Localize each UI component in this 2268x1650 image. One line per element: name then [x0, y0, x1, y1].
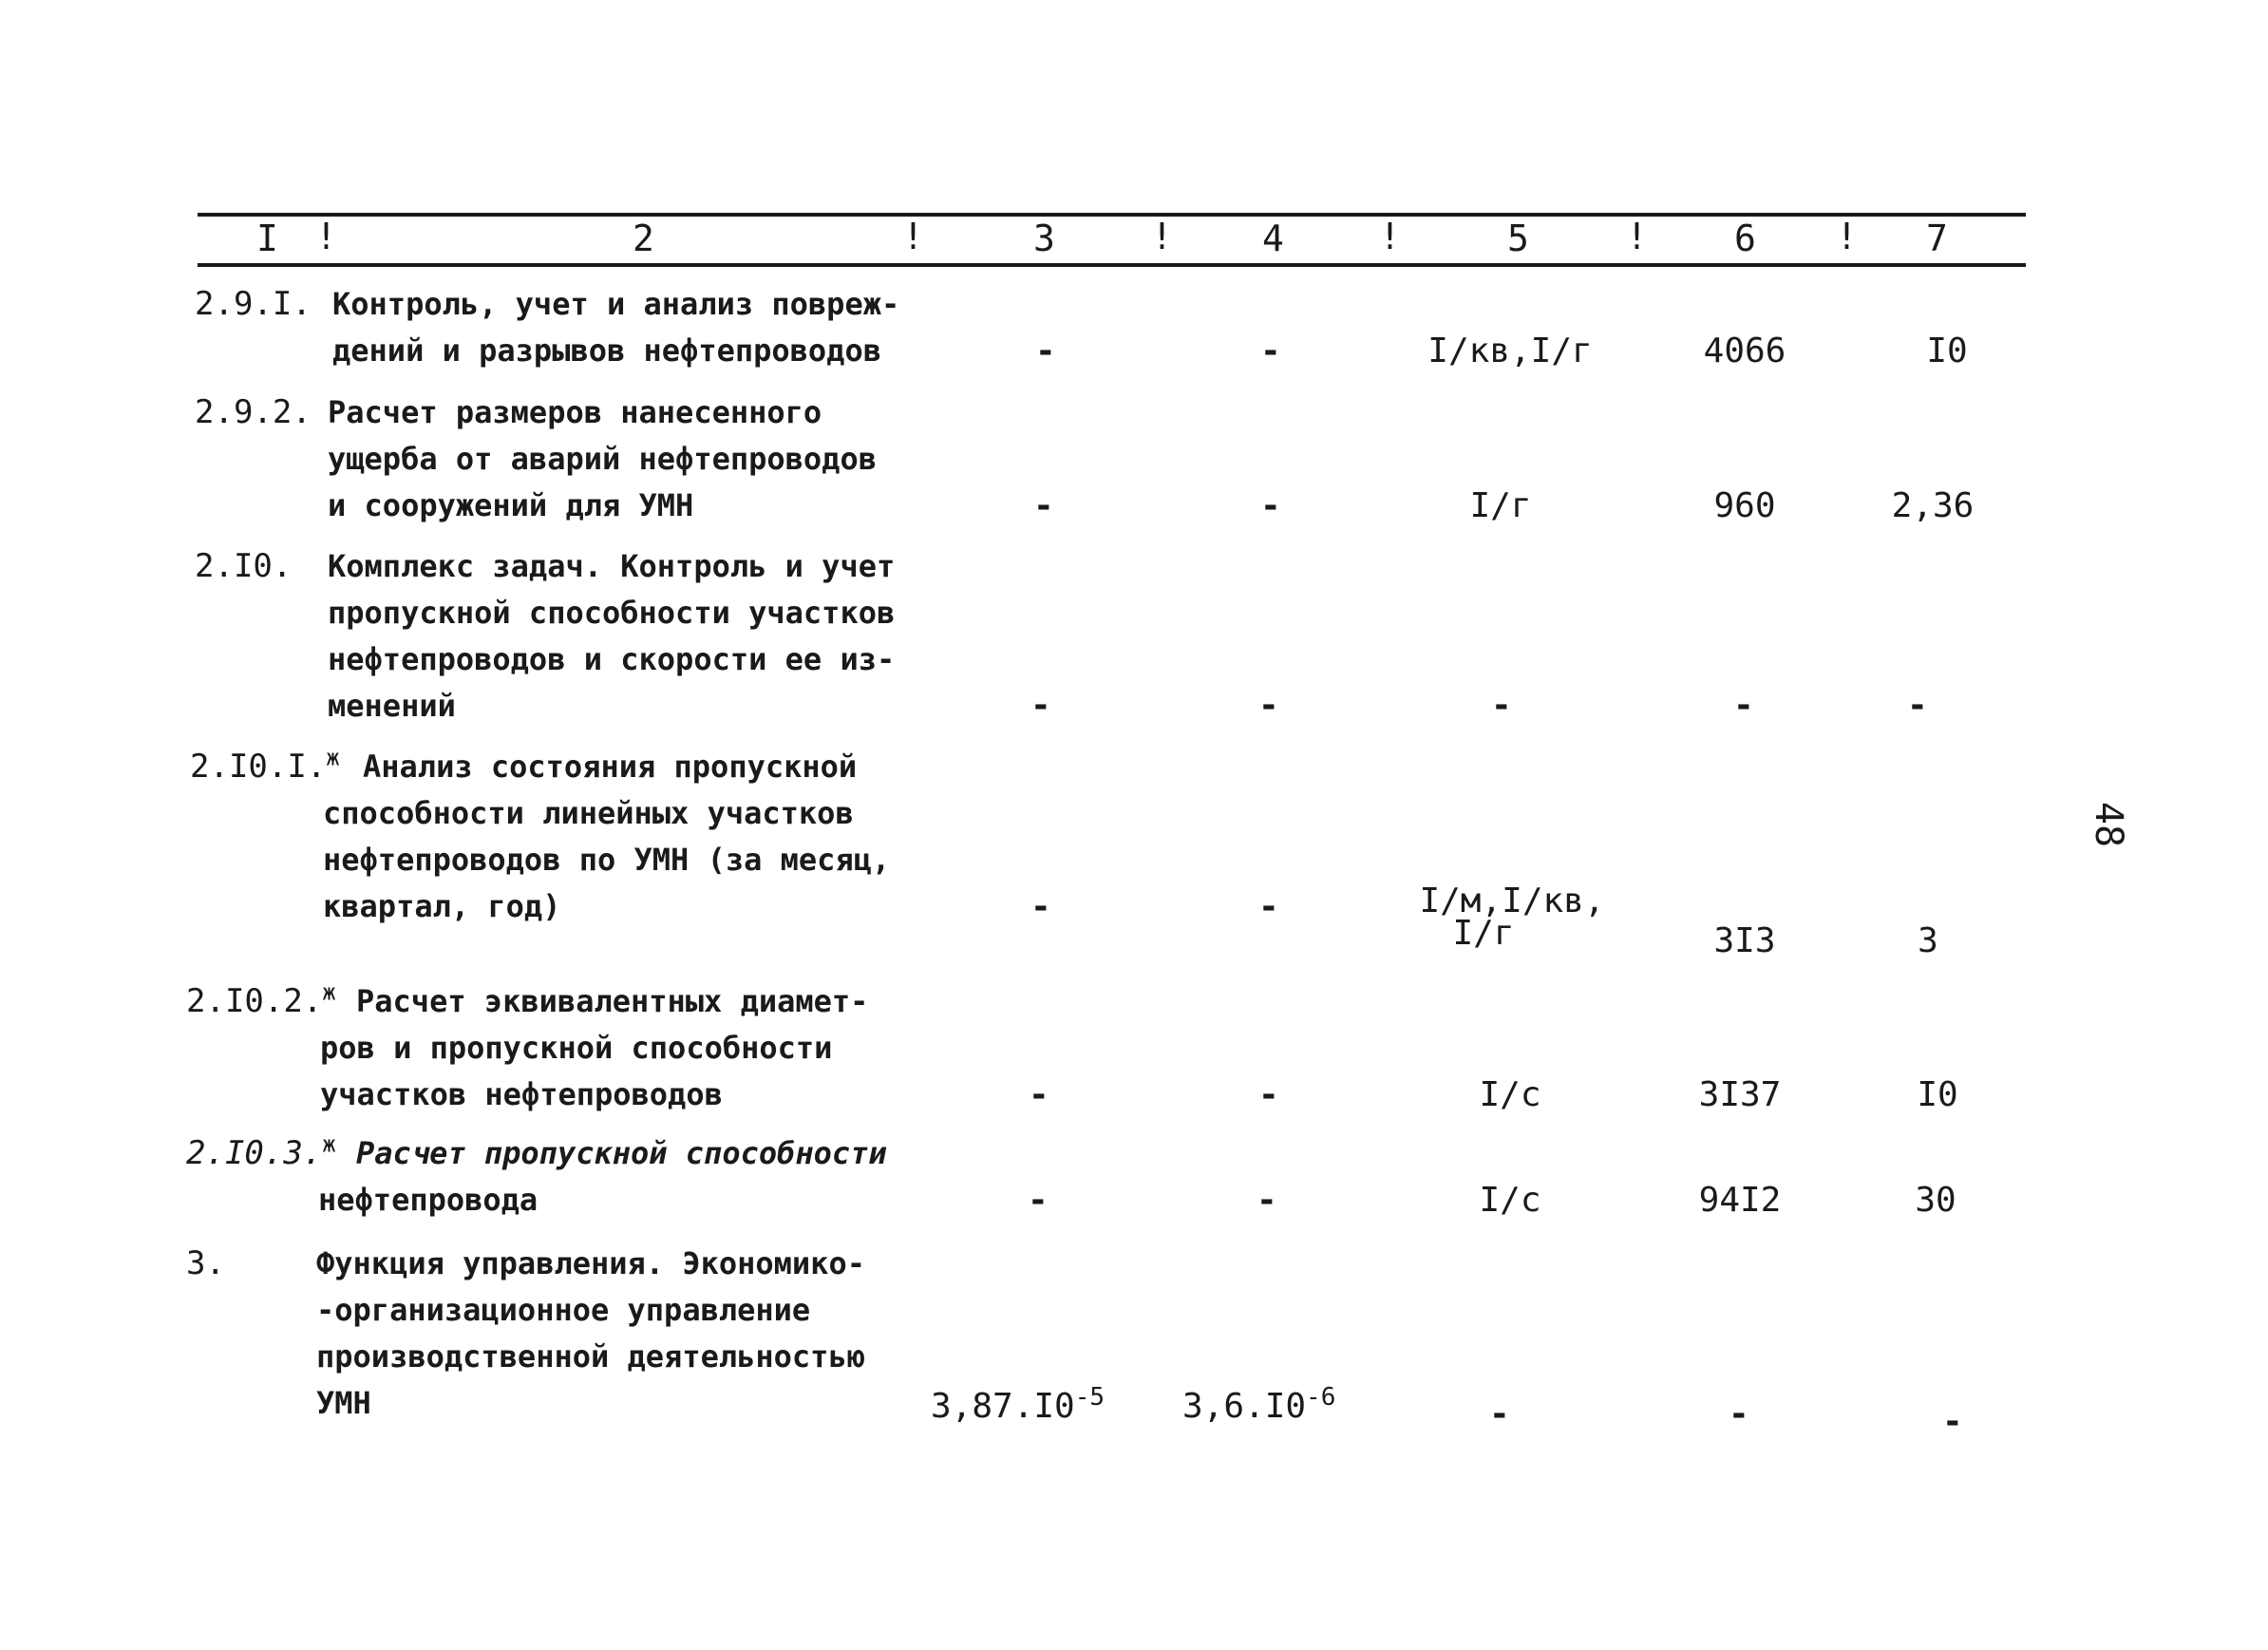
row-description-continued — [320, 1025, 947, 1118]
row-description-continued — [323, 790, 950, 930]
cell-col4 — [1182, 1383, 1335, 1430]
row-number: 2.9.I. — [195, 285, 312, 323]
row-description — [332, 281, 959, 374]
cell-col4-base: 3,6.I0 — [1182, 1387, 1307, 1426]
description-line: и сооружений для УМН — [328, 487, 694, 523]
description-line: участков нефтепроводов — [320, 1076, 723, 1112]
cell-col5-line: I/г — [1452, 914, 1515, 953]
cell-col4: - — [1260, 486, 1281, 525]
row-description — [328, 389, 954, 529]
header-separator: ! — [315, 216, 337, 257]
cell-col6: - — [1729, 1394, 1749, 1433]
row-number: 2.9.2. — [195, 393, 312, 431]
row-number — [190, 744, 340, 790]
header-separator: ! — [902, 216, 924, 257]
cell-col6: 94I2 — [1698, 1181, 1782, 1220]
description-line: Анализ состояния пропускной — [363, 749, 858, 785]
header-col-1: I — [256, 218, 278, 259]
row-description — [356, 978, 926, 1025]
description-line: Функция управления. Экономико- — [316, 1245, 865, 1281]
description-line: способности линейных участков — [323, 795, 854, 831]
table-header-rule — [198, 263, 2026, 267]
description-line: нефтепроводов и скорости ее из- — [328, 641, 896, 677]
header-col-3: 3 — [1033, 218, 1055, 259]
cell-col5: I/г — [1469, 486, 1532, 525]
header-separator: ! — [1379, 216, 1401, 257]
cell-col7: - — [1907, 686, 1928, 725]
description-line: ущерба от аварий нефтепроводов — [328, 441, 877, 477]
description-line: УМН — [316, 1385, 371, 1421]
row-number: 3. — [186, 1244, 225, 1282]
cell-col7: I0 — [1917, 1075, 1958, 1114]
header-col-2: 2 — [633, 218, 654, 259]
cell-col7: I0 — [1926, 332, 1968, 370]
header-col-6: 6 — [1734, 218, 1756, 259]
header-col-4: 4 — [1262, 218, 1284, 259]
header-col-5: 5 — [1507, 218, 1529, 259]
row-number: 2.I0. — [195, 547, 293, 585]
cell-col5: - — [1489, 1394, 1510, 1433]
cell-col3-exponent: -5 — [1074, 1383, 1106, 1412]
row-description — [316, 1241, 943, 1427]
description-line: нефтепроводов по УМН (за месяц, — [323, 842, 891, 878]
cell-col6: 4066 — [1703, 332, 1786, 370]
description-line: Комплекс задач. Контроль и учет — [328, 548, 896, 584]
description-line: Расчет размеров нанесенного — [328, 394, 822, 430]
footnote-mark: ж — [322, 978, 336, 1006]
header-col-7: 7 — [1926, 218, 1948, 259]
description-line: пропускной способности участков — [328, 595, 896, 631]
cell-col4: - — [1257, 1181, 1277, 1220]
header-separator: ! — [1836, 216, 1858, 257]
cell-col3-base: 3,87.I0 — [931, 1387, 1075, 1426]
cell-col4: - — [1258, 887, 1279, 926]
cell-col3: - — [1030, 887, 1051, 926]
row-description — [363, 744, 933, 790]
row-description — [356, 1130, 926, 1177]
description-line: -организационное управление — [316, 1292, 811, 1328]
page-number: 48 — [2087, 801, 2130, 848]
cell-col6: 960 — [1713, 486, 1776, 525]
row-number — [186, 978, 336, 1025]
cell-col5 — [1417, 882, 1607, 953]
description-line: ров и пропускной способности — [320, 1030, 833, 1066]
row-number-text: 2.I0.2. — [186, 982, 323, 1020]
cell-col6: - — [1733, 686, 1754, 725]
description-line: менений — [328, 688, 456, 724]
row-number — [186, 1130, 336, 1177]
cell-col4: - — [1258, 1075, 1279, 1114]
description-line: Расчет эквивалентных диамет- — [356, 983, 869, 1019]
cell-col3: - — [1035, 332, 1056, 370]
description-line: квартал, год) — [323, 888, 561, 924]
description-line: Расчет пропускной способности — [356, 1135, 887, 1171]
cell-col5: I/с — [1479, 1181, 1541, 1220]
cell-col6: 3I37 — [1698, 1075, 1782, 1114]
cell-col4: - — [1260, 332, 1281, 370]
cell-col3: - — [1030, 686, 1051, 725]
row-description-continued — [318, 1177, 945, 1223]
cell-col5: I/кв,I/г — [1427, 332, 1593, 370]
cell-col3: - — [1029, 1075, 1049, 1114]
row-description — [328, 543, 954, 730]
cell-col3 — [931, 1383, 1105, 1430]
cell-col5: I/с — [1479, 1075, 1541, 1114]
description-line: дений и разрывов нефтепроводов — [332, 332, 881, 369]
description-line: Контроль, учет и анализ повреж- — [332, 286, 900, 322]
description-line: производственной деятельностью — [316, 1338, 865, 1375]
cell-col4: - — [1258, 686, 1279, 725]
cell-col7: 30 — [1915, 1181, 1956, 1220]
footnote-mark: ж — [322, 1130, 336, 1158]
description-line: нефтепровода — [318, 1182, 539, 1218]
cell-col5: - — [1491, 686, 1512, 725]
cell-col7: - — [1942, 1402, 1963, 1441]
cell-col3: - — [1033, 486, 1054, 525]
cell-col7: 3 — [1918, 921, 1938, 960]
header-separator: ! — [1151, 216, 1173, 257]
cell-col4-exponent: -6 — [1306, 1383, 1336, 1412]
footnote-mark: ж — [326, 744, 340, 771]
cell-col6: 3I3 — [1713, 921, 1776, 960]
row-number-text: 2.I0.I. — [190, 748, 327, 786]
row-number-text: 2.I0.3. — [186, 1134, 323, 1172]
cell-col5-line: I/м,I/кв, — [1419, 882, 1605, 920]
cell-col3: - — [1028, 1181, 1049, 1220]
header-separator: ! — [1626, 216, 1648, 257]
cell-col7: 2,36 — [1891, 486, 1975, 525]
